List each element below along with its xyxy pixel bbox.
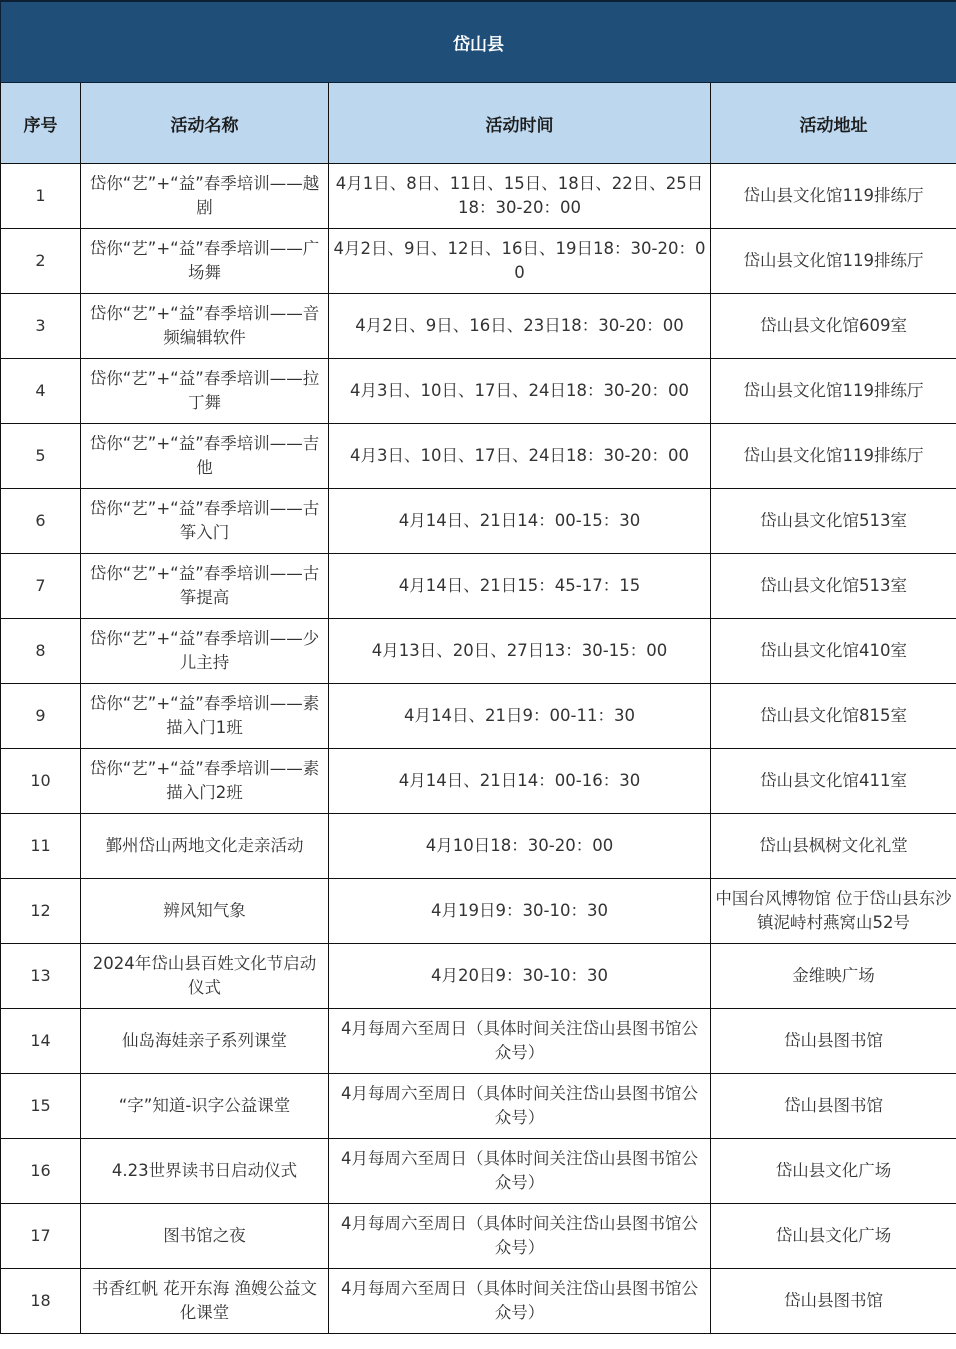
activity-time: 4月14日、21日14：00-16：30 bbox=[329, 749, 711, 814]
activity-time: 4月2日、9日、16日、23日18：30-20：00 bbox=[329, 294, 711, 359]
title-row bbox=[1, 1, 956, 83]
activity-name: 岱你“艺”+“益”春季培训——吉他 bbox=[81, 424, 329, 489]
table-row bbox=[1, 164, 956, 229]
activity-address: 岱山县文化馆119排练厅 bbox=[711, 359, 956, 424]
table-row bbox=[1, 1204, 956, 1269]
activity-time: 4月13日、20日、27日13：30-15：00 bbox=[329, 619, 711, 684]
activity-name: 岱你“艺”+“益”春季培训——拉丁舞 bbox=[81, 359, 329, 424]
activity-name: 岱你“艺”+“益”春季培训——古筝提高 bbox=[81, 554, 329, 619]
activity-address: 岱山县文化馆815室 bbox=[711, 684, 956, 749]
activity-time: 4月14日、21日15：45-17：15 bbox=[329, 554, 711, 619]
activity-name: 辨风知气象 bbox=[81, 879, 329, 944]
column-header-no: 序号 bbox=[1, 83, 81, 164]
row-no: 10 bbox=[1, 749, 81, 814]
activity-address: 岱山县图书馆 bbox=[711, 1074, 956, 1139]
header-row bbox=[1, 83, 956, 164]
row-no: 4 bbox=[1, 359, 81, 424]
row-no: 9 bbox=[1, 684, 81, 749]
table-row bbox=[1, 619, 956, 684]
row-no: 15 bbox=[1, 1074, 81, 1139]
table-title: 岱山县 bbox=[1, 1, 956, 83]
activity-name: 4.23世界读书日启动仪式 bbox=[81, 1139, 329, 1204]
column-header-time: 活动时间 bbox=[329, 83, 711, 164]
table-row bbox=[1, 424, 956, 489]
row-no: 1 bbox=[1, 164, 81, 229]
activity-time: 4月20日9：30-10：30 bbox=[329, 944, 711, 1009]
row-no: 18 bbox=[1, 1269, 81, 1334]
table-row bbox=[1, 294, 956, 359]
table-row bbox=[1, 684, 956, 749]
table-row bbox=[1, 749, 956, 814]
activity-address: 岱山县文化广场 bbox=[711, 1139, 956, 1204]
activity-address: 中国台风博物馆 位于岱山县东沙镇泥峙村燕窝山52号 bbox=[711, 879, 956, 944]
table-body bbox=[1, 164, 956, 1334]
activity-name: 2024年岱山县百姓文化节启动仪式 bbox=[81, 944, 329, 1009]
table-row bbox=[1, 944, 956, 1009]
activity-name: 岱你“艺”+“益”春季培训——古筝入门 bbox=[81, 489, 329, 554]
activity-address: 岱山县文化馆119排练厅 bbox=[711, 229, 956, 294]
activity-address: 岱山县文化广场 bbox=[711, 1204, 956, 1269]
table-row bbox=[1, 879, 956, 944]
row-no: 12 bbox=[1, 879, 81, 944]
activity-address: 岱山县文化馆513室 bbox=[711, 554, 956, 619]
table-row bbox=[1, 814, 956, 879]
activity-address: 岱山县文化馆119排练厅 bbox=[711, 164, 956, 229]
activity-time: 4月10日18：30-20：00 bbox=[329, 814, 711, 879]
activity-name: 岱你“艺”+“益”春季培训——素描入门2班 bbox=[81, 749, 329, 814]
row-no: 11 bbox=[1, 814, 81, 879]
table-row bbox=[1, 1139, 956, 1204]
activity-address: 岱山县文化馆609室 bbox=[711, 294, 956, 359]
activity-time: 4月3日、10日、17日、24日18：30-20：00 bbox=[329, 424, 711, 489]
activity-time: 4月每周六至周日（具体时间关注岱山县图书馆公众号） bbox=[329, 1009, 711, 1074]
table-row bbox=[1, 359, 956, 424]
activity-name: 岱你“艺”+“益”春季培训——音频编辑软件 bbox=[81, 294, 329, 359]
activity-time: 4月每周六至周日（具体时间关注岱山县图书馆公众号） bbox=[329, 1204, 711, 1269]
activity-name: 岱你“艺”+“益”春季培训——越剧 bbox=[81, 164, 329, 229]
row-no: 14 bbox=[1, 1009, 81, 1074]
activity-time: 4月每周六至周日（具体时间关注岱山县图书馆公众号） bbox=[329, 1074, 711, 1139]
activity-name: 书香红帆 花开东海 渔嫂公益文化课堂 bbox=[81, 1269, 329, 1334]
row-no: 7 bbox=[1, 554, 81, 619]
activity-time: 4月1日、8日、11日、15日、18日、22日、25日18：30-20：00 bbox=[329, 164, 711, 229]
row-no: 6 bbox=[1, 489, 81, 554]
row-no: 2 bbox=[1, 229, 81, 294]
activity-name: 岱你“艺”+“益”春季培训——少儿主持 bbox=[81, 619, 329, 684]
row-no: 16 bbox=[1, 1139, 81, 1204]
activity-address: 岱山县文化馆119排练厅 bbox=[711, 424, 956, 489]
activity-name: 图书馆之夜 bbox=[81, 1204, 329, 1269]
activity-address: 岱山县枫树文化礼堂 bbox=[711, 814, 956, 879]
activity-address: 岱山县图书馆 bbox=[711, 1009, 956, 1074]
activity-address: 岱山县文化馆411室 bbox=[711, 749, 956, 814]
column-header-address: 活动地址 bbox=[711, 83, 956, 164]
activity-name: 仙岛海娃亲子系列课堂 bbox=[81, 1009, 329, 1074]
activity-address: 岱山县文化馆410室 bbox=[711, 619, 956, 684]
table-row bbox=[1, 1074, 956, 1139]
activity-time: 4月19日9：30-10：30 bbox=[329, 879, 711, 944]
activity-address: 岱山县文化馆513室 bbox=[711, 489, 956, 554]
activity-time: 4月3日、10日、17日、24日18：30-20：00 bbox=[329, 359, 711, 424]
activity-name: 岱你“艺”+“益”春季培训——素描入门1班 bbox=[81, 684, 329, 749]
row-no: 3 bbox=[1, 294, 81, 359]
activity-address: 金维映广场 bbox=[711, 944, 956, 1009]
activity-time: 4月2日、9日、12日、16日、19日18：30-20：00 bbox=[329, 229, 711, 294]
row-no: 5 bbox=[1, 424, 81, 489]
table-row bbox=[1, 1269, 956, 1334]
table-row bbox=[1, 229, 956, 294]
row-no: 8 bbox=[1, 619, 81, 684]
table-row bbox=[1, 554, 956, 619]
activity-time: 4月每周六至周日（具体时间关注岱山县图书馆公众号） bbox=[329, 1269, 711, 1334]
activity-address: 岱山县图书馆 bbox=[711, 1269, 956, 1334]
table-row bbox=[1, 1009, 956, 1074]
activity-name: 鄞州岱山两地文化走亲活动 bbox=[81, 814, 329, 879]
activity-time: 4月每周六至周日（具体时间关注岱山县图书馆公众号） bbox=[329, 1139, 711, 1204]
row-no: 13 bbox=[1, 944, 81, 1009]
activity-name: 岱你“艺”+“益”春季培训——广场舞 bbox=[81, 229, 329, 294]
table-row bbox=[1, 489, 956, 554]
activity-time: 4月14日、21日9：00-11：30 bbox=[329, 684, 711, 749]
row-no: 17 bbox=[1, 1204, 81, 1269]
column-header-name: 活动名称 bbox=[81, 83, 329, 164]
activity-time: 4月14日、21日14：00-15：30 bbox=[329, 489, 711, 554]
activity-name: “字”知道-识字公益课堂 bbox=[81, 1074, 329, 1139]
